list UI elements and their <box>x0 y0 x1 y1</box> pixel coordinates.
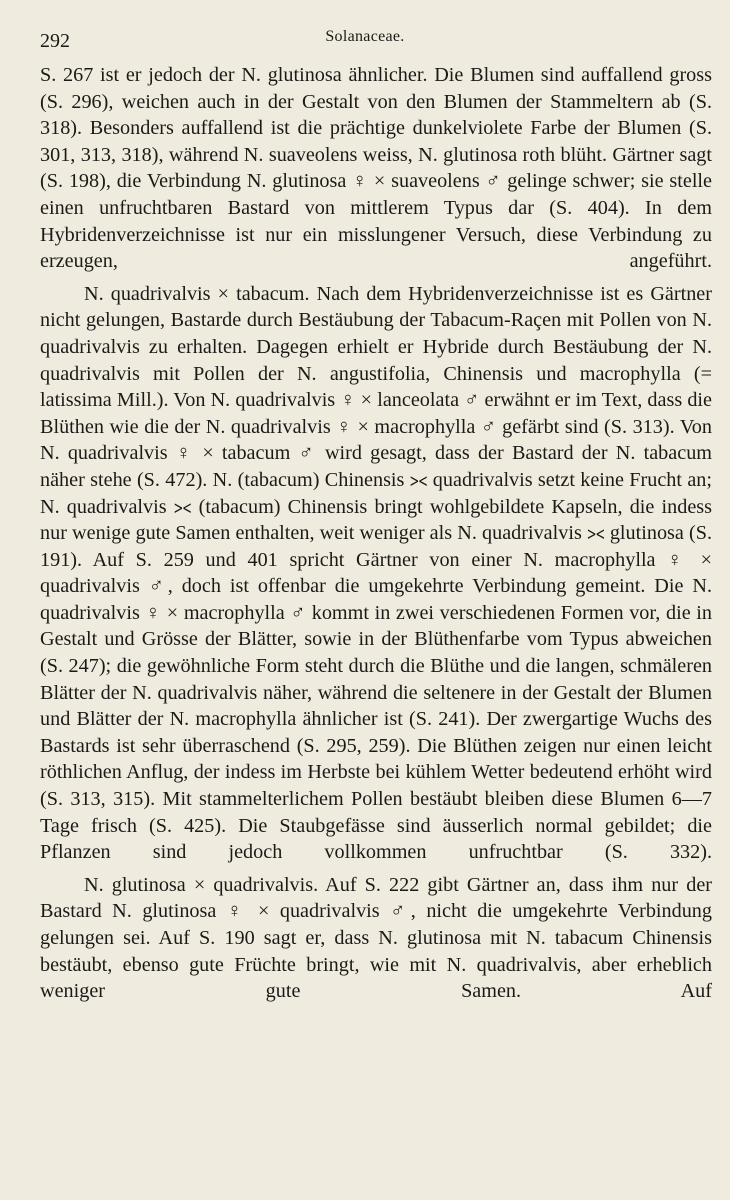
page-number: 292 <box>40 30 70 52</box>
page-header <box>40 30 690 54</box>
paragraph-3: N. glutinosa × quadrivalvis. Auf S. 222 gibt Gärtner an, dass ihm nur der Bastard N. glutinosa ♀ × quadrivalvis ♂, nicht die umgekehrte Verbindung gelungen sei. Auf S. 190 sagt er, dass N. glutinosa mit N. tabacum Chinensis bestäubt, ebenso gute Früchte bringt, wie mit N. quadrivalvis, aber erheblich weniger gute Samen. Auf <box>40 873 712 1003</box>
paragraph-2: N. quadrivalvis × tabacum. Nach dem Hybridenverzeichnisse ist es Gärtner nicht gelungen, Bastarde durch Bestäubung der Tabacum-Raçen mit Pollen von N. quadrivalvis zu erhalten. Dagegen erhielt er Hybride durch Bestäubung der N. quadrivalvis mit Pollen der N. angustifolia, Chinensis und macrophylla (= latissima Mill.). Von N. quadrivalvis ♀ × lanceolata ♂ erwähnt er im Text, dass die Blüthen wie die der N. quadrivalvis ♀ × macrophylla ♂ gefärbt sind (S. 313). Von N. quadrivalvis ♀ × tabacum ♂ wird gesagt, dass der Bastard der N. tabacum näher stehe (S. 472). N. (tabacum) Chinensis ⪥ quadrivalvis setzt keine Frucht an; N. quadrivalvis ⪥ (tabacum) Chinensis bringt wohlgebildete Kapseln, die indess nur wenige gute Samen enthalten, weit weniger als N. quadrivalvis ⪥ glutinosa (S. 191). Auf S. 259 und 401 spricht Gärtner von einer N. macrophylla ♀ × quadrivalvis ♂, doch ist offenbar die umgekehrte Verbindung gemeint. Die N. quadrivalvis ♀ × macrophylla ♂ kommt in zwei verschiedenen Formen vor, die in Gestalt und Grösse der Blätter, sowie in der Blüthenfarbe vom Typus abweichen (S. 247); die gewöhnliche Form steht durch die Blüthe und die langen, schmäleren Blätter der N. quadrivalvis näher, während die seltenere in der Gestalt der Blumen und Blätter der N. macrophylla ähnlicher ist (S. 241). Der zwergartige Wuchs des Bastards ist sehr überraschend (S. 295, 259). Die Blüthen zeigen nur einen leicht röthlichen Anflug, der indess im Herbste bei kühlem Wetter bedeutend erhöht wird (S. 313, 315). Mit stammelterlichem Pollen bestäubt bleiben diese Blumen 6—7 Tage frisch (S. 425). Die Staubgefässe sind äusserlich normal gebildet; die Pflanzen sind jedoch vollkommen unfruchtbar (S. 332). <box>40 282 712 864</box>
page-body <box>40 62 712 1005</box>
paragraph-1: S. 267 ist er jedoch der N. glutinosa ähnlicher. Die Blumen sind auffallend gross (S. 296), weichen auch in der Gestalt von den Blumen der Stammeltern ab (S. 318). Besonders auffallend ist die prächtige dunkelviolete Farbe der Blumen (S. 301, 313, 318), während N. suaveolens weiss, N. glutinosa roth blüht. Gärtner sagt (S. 198), die Verbindung N. glutinosa ♀ × suaveolens ♂ gelinge schwer; sie stelle einen unfruchtbaren Bastard von mittlerem Typus dar (S. 404). In dem Hybridenverzeichnisse ist nur ein misslungener Versuch, diese Verbindung zu erzeugen, angeführt. <box>40 64 712 273</box>
running-title: Solanaceae. <box>325 28 405 45</box>
